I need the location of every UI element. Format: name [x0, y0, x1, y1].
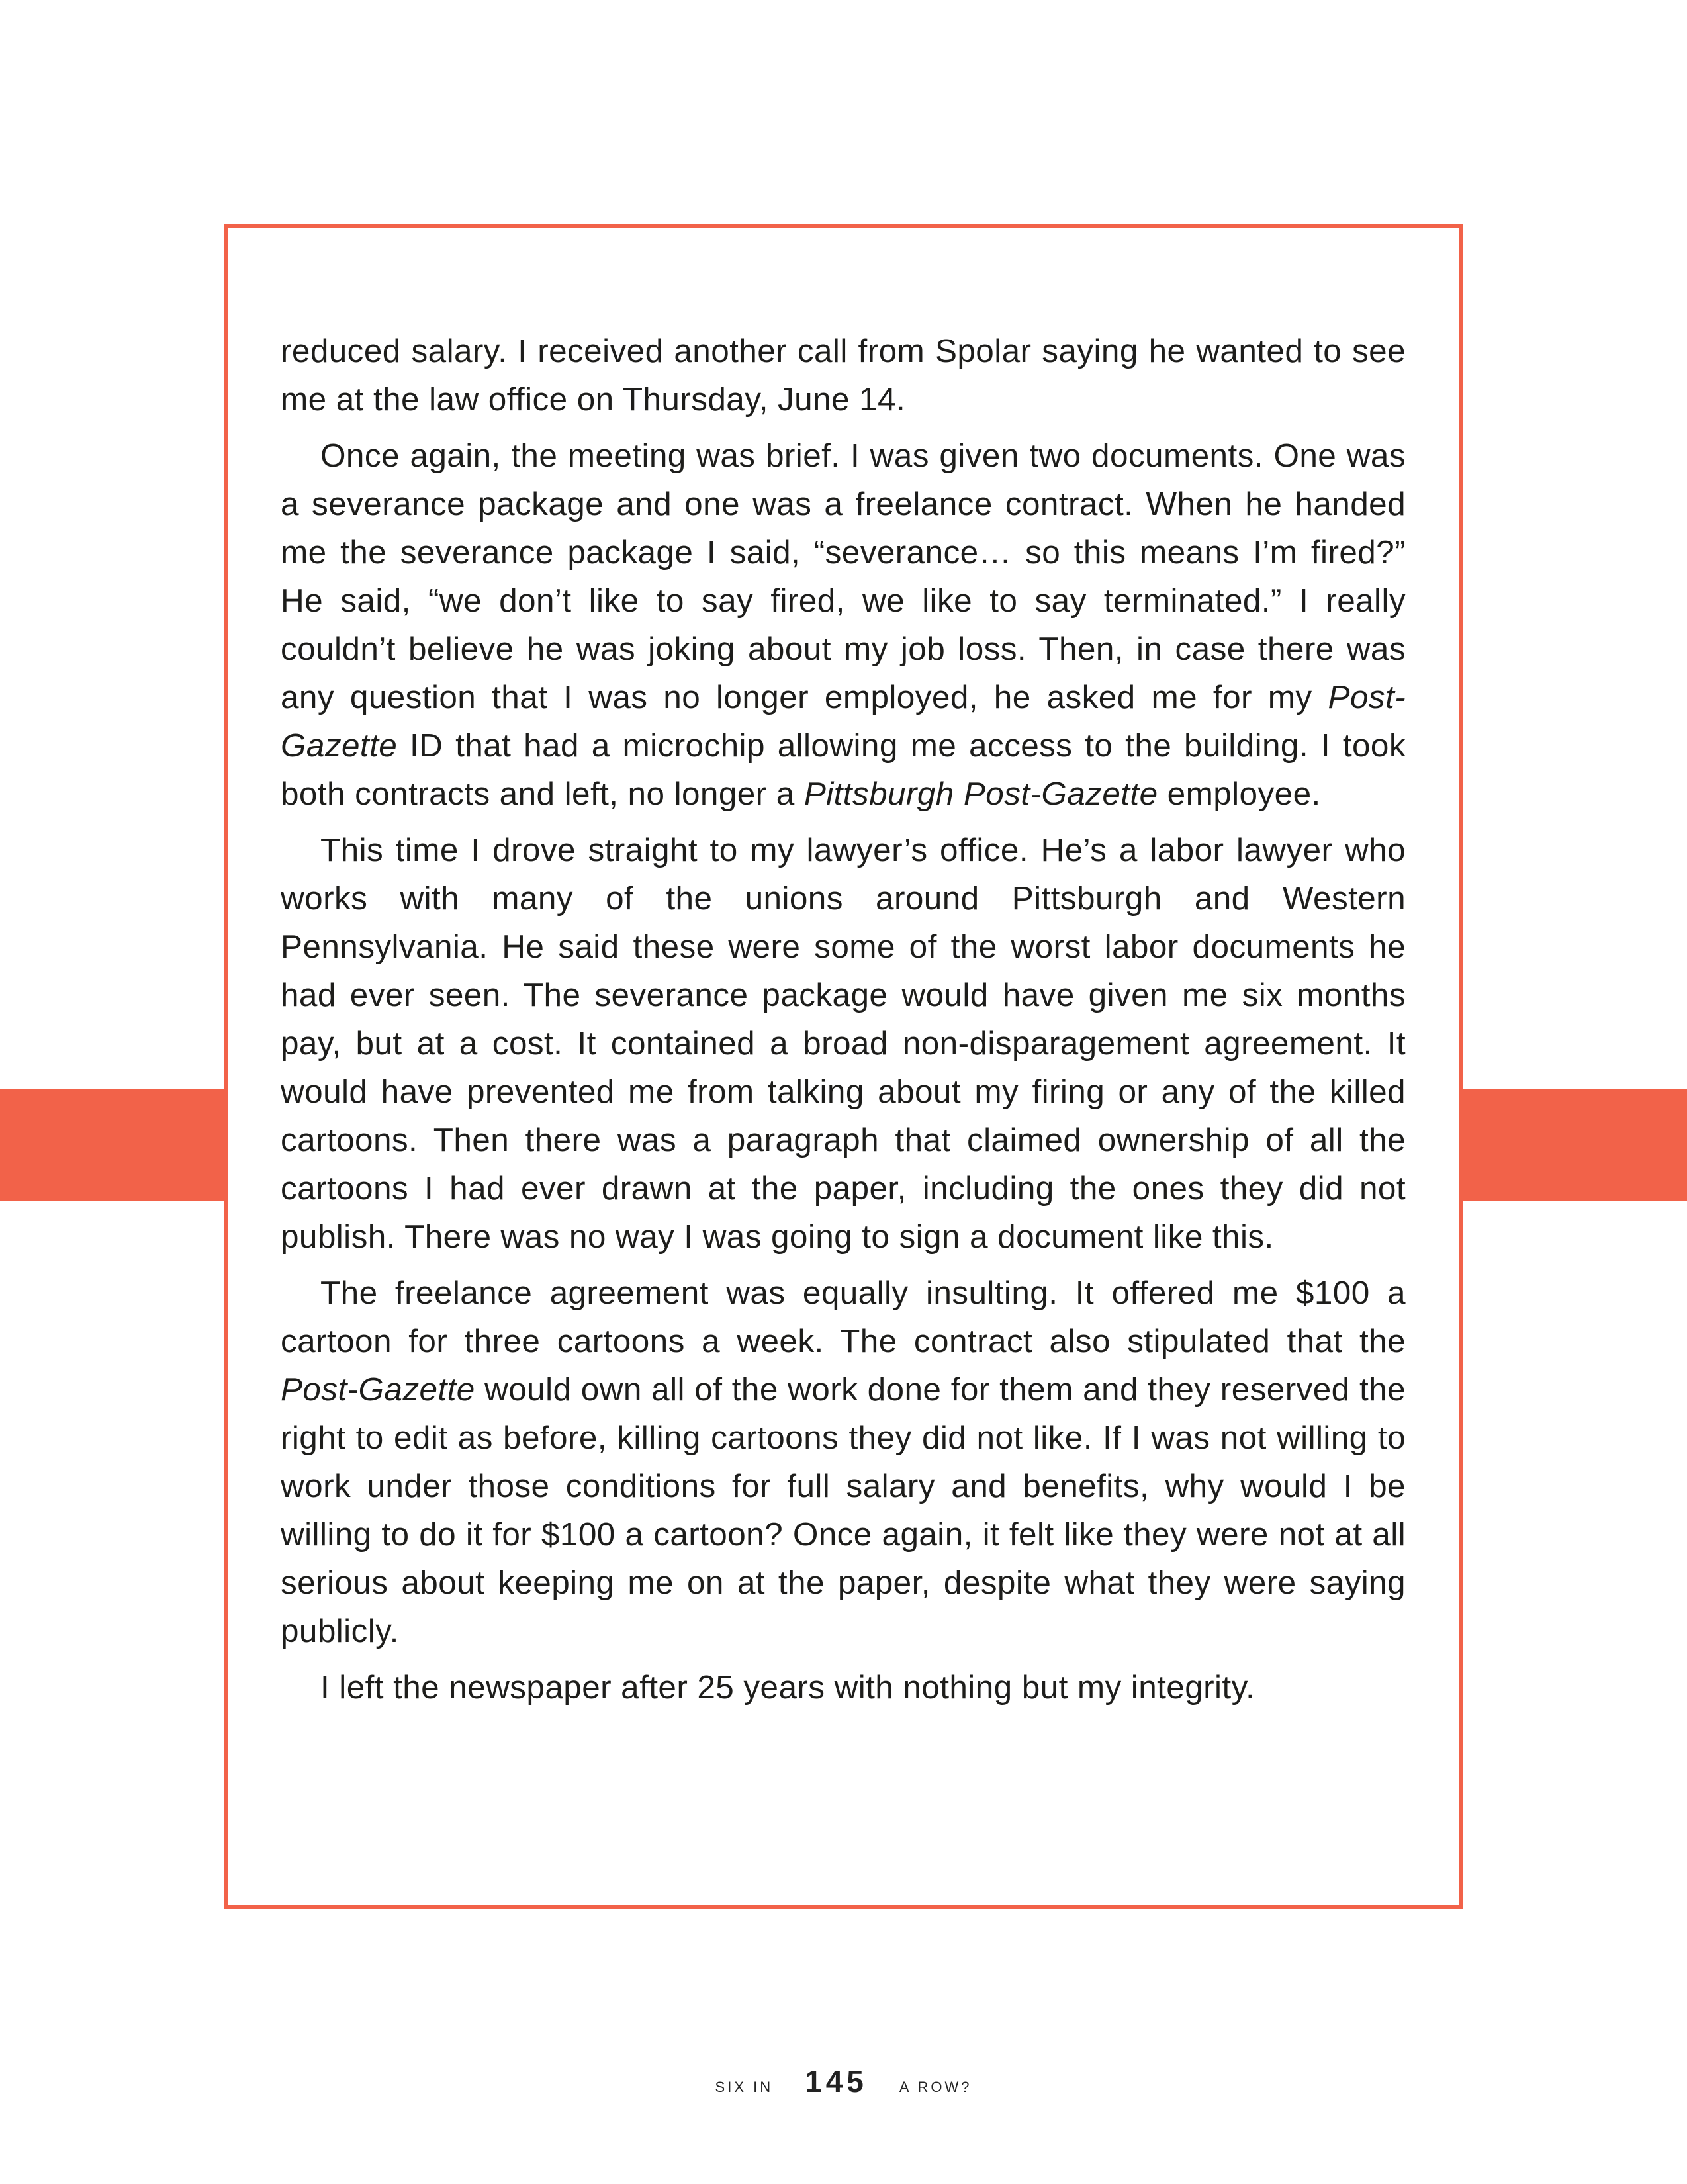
- text-frame: [224, 224, 1463, 1909]
- paragraph-5-text: I left the newspaper after 25 years with nothing but my integrity.: [320, 1669, 1255, 1706]
- paragraph-4-part-b: would own all of the work done for them and they reserved the right to edit as before, killing cartoons they did not like. If I was not willing to work under those conditions for full salary and benefits, why would I be willing to do it for $100 a cartoon? Once again, it felt like they were not at all serious about keeping me on at the paper, despite what they were saying publicly.: [281, 1371, 1406, 1649]
- paragraph-4-part-a: The freelance agreement was equally insulting. It offered me $100 a cartoon for three cartoons a week. The contract also stipulated that the: [281, 1275, 1406, 1359]
- page-number: 145: [805, 2064, 868, 2099]
- left-accent-band: [0, 1089, 224, 1201]
- running-head-right: A ROW?: [899, 2079, 972, 2095]
- paragraph-3-text: This time I drove straight to my lawyer’s office. He’s a labor lawyer who works with many of the unions around Pittsburgh and Western Pennsylvania. He said these were some of the worst labor documents he had ever seen. The severance package would have given me six months pay, but at a cost. It contained a broad non-disparagement agreement. It would have prevented me from talking about my firing or any of the killed cartoons. Then there was a paragraph that claimed ownership of all the cartoons I had ever drawn at the paper, including the ones they did not publish. There was no way I was going to sign a document like this.: [281, 832, 1406, 1255]
- paragraph-3: [281, 826, 1406, 1261]
- paragraph-1-text: reduced salary. I received another call from Spolar saying he wanted to see me at the law office on Thursday, June 14.: [281, 333, 1406, 418]
- italic-title-post-gazette: Post-Gazette: [281, 679, 1406, 764]
- paragraph-1: [281, 327, 1406, 424]
- paragraph-2-part-b: ID that had a microchip allowing me access to the building. I took both contracts and left, no longer a: [281, 727, 1406, 812]
- paragraph-5: [281, 1663, 1406, 1711]
- italic-title-pittsburgh-post-gazette: Pittsburgh Post-Gazette: [803, 776, 1158, 812]
- italic-title-post-gazette-2: Post-Gazette: [281, 1371, 475, 1408]
- paragraph-2-part-a: Once again, the meeting was brief. I was given two documents. One was a severance package and one was a freelance contract. When he handed me the severance package I said, “severance… so this means I’m fired?” He said, “we don’t like to say fired, we like to say terminated.” I really couldn’t believe he was joking about my job loss. Then, in case there was any question that I was no longer employed, he asked me for my: [281, 437, 1406, 715]
- page-footer: [0, 2064, 1687, 2103]
- right-accent-band: [1463, 1089, 1687, 1201]
- paragraph-2-part-c: employee.: [1158, 776, 1321, 812]
- paragraph-2: [281, 432, 1406, 818]
- body-text: [281, 327, 1406, 1719]
- paragraph-4: [281, 1269, 1406, 1655]
- running-head-left: SIX IN: [715, 2079, 774, 2095]
